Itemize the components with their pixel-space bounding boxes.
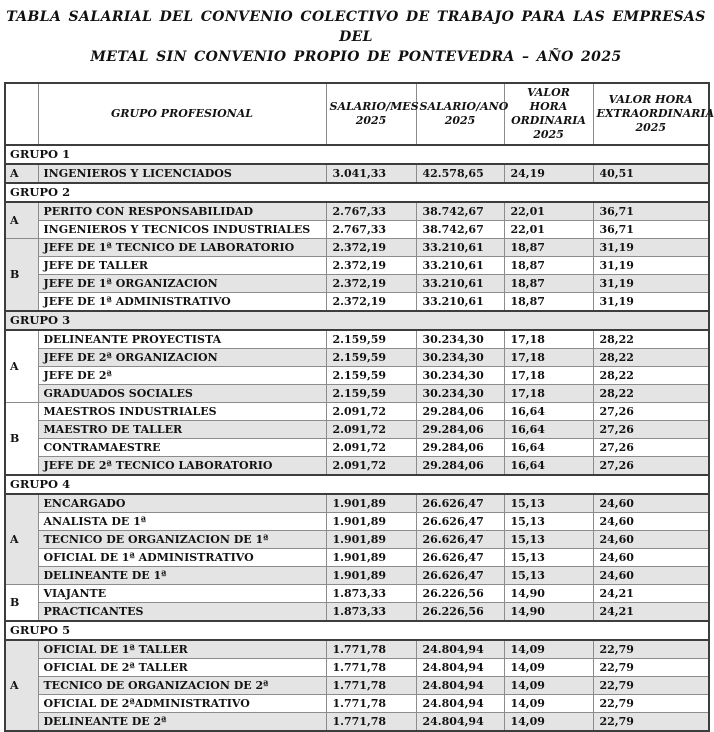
group-header-label: GRUPO 3 [5, 311, 709, 330]
group-header-label: GRUPO 2 [5, 183, 709, 202]
hour-ordinary-cell: 14,09 [504, 659, 593, 677]
group-header-row [5, 475, 709, 494]
group-letter-cell: A [5, 164, 38, 183]
header-cell-hour-extra: VALOR HORA EXTRAORDINARIA 2025 [593, 83, 709, 145]
hour-ordinary-cell: 14,90 [504, 603, 593, 622]
salary-year-cell: 29.284,06 [416, 421, 504, 439]
table-row [5, 164, 709, 183]
table-row [5, 421, 709, 439]
profession-cell: JEFE DE 1ª ADMINISTRATIVO [38, 293, 326, 312]
hour-ordinary-cell: 18,87 [504, 293, 593, 312]
table-row [5, 385, 709, 403]
salary-year-cell: 33.210,61 [416, 293, 504, 312]
salary-table-body [5, 145, 709, 731]
group-header-row [5, 621, 709, 640]
profession-cell: TECNICO DE ORGANIZACION DE 2ª [38, 677, 326, 695]
hour-ordinary-cell: 22,01 [504, 202, 593, 221]
salary-month-cell: 2.091,72 [326, 421, 416, 439]
table-row [5, 202, 709, 221]
hour-ordinary-cell: 15,13 [504, 567, 593, 585]
profession-cell: DELINEANTE DE 2ª [38, 713, 326, 732]
group-letter-cell: A [5, 330, 38, 403]
hour-ordinary-cell: 17,18 [504, 367, 593, 385]
header-cell-profession: GRUPO PROFESIONAL [38, 83, 326, 145]
group-letter-cell: B [5, 403, 38, 476]
group-header-row [5, 145, 709, 164]
profession-cell: JEFE DE 2ª ORGANIZACION [38, 349, 326, 367]
group-header-row [5, 183, 709, 202]
hour-extra-cell: 31,19 [593, 275, 709, 293]
hour-ordinary-cell: 14,09 [504, 695, 593, 713]
hour-extra-cell: 28,22 [593, 385, 709, 403]
hour-ordinary-cell: 16,64 [504, 457, 593, 476]
hour-extra-cell: 27,26 [593, 439, 709, 457]
table-row [5, 367, 709, 385]
group-header-label: GRUPO 5 [5, 621, 709, 640]
document-title-line-1: TABLA SALARIAL DEL CONVENIO COLECTIVO DE TRABAJO PARA LAS EMPRESAS DEL [6, 9, 706, 45]
salary-year-cell: 26.626,47 [416, 531, 504, 549]
salary-month-cell: 1.771,78 [326, 640, 416, 659]
salary-year-cell: 30.234,30 [416, 349, 504, 367]
group-header-label: GRUPO 1 [5, 145, 709, 164]
salary-year-cell: 29.284,06 [416, 403, 504, 421]
salary-month-cell: 1.771,78 [326, 677, 416, 695]
salary-month-cell: 1.901,89 [326, 549, 416, 567]
salary-year-cell: 30.234,30 [416, 367, 504, 385]
salary-month-cell: 2.372,19 [326, 257, 416, 275]
salary-year-cell: 38.742,67 [416, 221, 504, 239]
profession-cell: INGENIEROS Y TECNICOS INDUSTRIALES [38, 221, 326, 239]
salary-year-cell: 26.626,47 [416, 549, 504, 567]
salary-month-cell: 1.873,33 [326, 603, 416, 622]
salary-month-cell: 1.771,78 [326, 713, 416, 732]
salary-month-cell: 1.771,78 [326, 659, 416, 677]
salary-month-cell: 2.767,33 [326, 202, 416, 221]
salary-year-cell: 38.742,67 [416, 202, 504, 221]
profession-cell: PRACTICANTES [38, 603, 326, 622]
profession-cell: MAESTRO DE TALLER [38, 421, 326, 439]
salary-year-cell: 26.226,56 [416, 603, 504, 622]
salary-year-cell: 26.226,56 [416, 585, 504, 603]
table-row [5, 494, 709, 513]
hour-extra-cell: 28,22 [593, 367, 709, 385]
salary-table [4, 82, 714, 732]
document-title [0, 7, 712, 67]
salary-month-cell: 2.159,59 [326, 349, 416, 367]
group-header-label: GRUPO 4 [5, 475, 709, 494]
salary-month-cell: 1.901,89 [326, 531, 416, 549]
group-letter-cell: B [5, 585, 38, 622]
hour-ordinary-cell: 17,18 [504, 349, 593, 367]
profession-cell: TECNICO DE ORGANIZACION DE 1ª [38, 531, 326, 549]
hour-extra-cell: 40,51 [593, 164, 709, 183]
table-row [5, 677, 709, 695]
salary-month-cell: 1.901,89 [326, 513, 416, 531]
salary-year-cell: 24.804,94 [416, 695, 504, 713]
hour-ordinary-cell: 18,87 [504, 239, 593, 257]
table-row [5, 659, 709, 677]
salary-month-cell: 2.159,59 [326, 385, 416, 403]
header-row [5, 83, 709, 145]
hour-ordinary-cell: 18,87 [504, 275, 593, 293]
salary-year-cell: 26.626,47 [416, 567, 504, 585]
profession-cell: JEFE DE 1ª ORGANIZACION [38, 275, 326, 293]
hour-extra-cell: 28,22 [593, 330, 709, 349]
group-letter-cell: A [5, 202, 38, 239]
salary-year-cell: 24.804,94 [416, 659, 504, 677]
salary-year-cell: 30.234,30 [416, 330, 504, 349]
hour-extra-cell: 24,21 [593, 603, 709, 622]
hour-extra-cell: 22,79 [593, 677, 709, 695]
salary-month-cell: 2.372,19 [326, 293, 416, 312]
salary-year-cell: 29.284,06 [416, 457, 504, 476]
hour-extra-cell: 24,21 [593, 585, 709, 603]
salary-year-cell: 42.578,65 [416, 164, 504, 183]
profession-cell: JEFE DE 2ª TECNICO LABORATORIO [38, 457, 326, 476]
document-title-line-2: METAL SIN CONVENIO PROPIO DE PONTEVEDRA – AÑO 2025 [90, 49, 622, 65]
hour-ordinary-cell: 15,13 [504, 549, 593, 567]
salary-month-cell: 1.873,33 [326, 585, 416, 603]
table-row [5, 695, 709, 713]
profession-cell: GRADUADOS SOCIALES [38, 385, 326, 403]
salary-year-cell: 30.234,30 [416, 385, 504, 403]
salary-month-cell: 2.091,72 [326, 439, 416, 457]
salary-year-cell: 33.210,61 [416, 257, 504, 275]
hour-ordinary-cell: 14,90 [504, 585, 593, 603]
salary-month-cell: 2.159,59 [326, 367, 416, 385]
table-row [5, 439, 709, 457]
header-cell-salary-month: SALARIO/MES 2025 [326, 83, 416, 145]
salary-year-cell: 24.804,94 [416, 713, 504, 732]
salary-year-cell: 26.626,47 [416, 513, 504, 531]
hour-extra-cell: 24,60 [593, 567, 709, 585]
salary-year-cell: 33.210,61 [416, 275, 504, 293]
hour-ordinary-cell: 24,19 [504, 164, 593, 183]
table-row [5, 221, 709, 239]
salary-month-cell: 1.771,78 [326, 695, 416, 713]
profession-cell: ENCARGADO [38, 494, 326, 513]
table-row [5, 603, 709, 622]
table-row [5, 403, 709, 421]
hour-ordinary-cell: 15,13 [504, 531, 593, 549]
salary-year-cell: 26.626,47 [416, 494, 504, 513]
profession-cell: VIAJANTE [38, 585, 326, 603]
table-row [5, 349, 709, 367]
table-row [5, 531, 709, 549]
salary-month-cell: 2.159,59 [326, 330, 416, 349]
profession-cell: OFICIAL DE 2ªADMINISTRATIVO [38, 695, 326, 713]
hour-extra-cell: 31,19 [593, 257, 709, 275]
salary-month-cell: 2.372,19 [326, 239, 416, 257]
hour-ordinary-cell: 17,18 [504, 330, 593, 349]
profession-cell: INGENIEROS Y LICENCIADOS [38, 164, 326, 183]
hour-ordinary-cell: 22,01 [504, 221, 593, 239]
profession-cell: DELINEANTE DE 1ª [38, 567, 326, 585]
header-cell-letter [5, 83, 38, 145]
hour-extra-cell: 22,79 [593, 695, 709, 713]
hour-ordinary-cell: 17,18 [504, 385, 593, 403]
salary-table-header [5, 83, 714, 145]
hour-ordinary-cell: 14,09 [504, 640, 593, 659]
hour-extra-cell: 27,26 [593, 457, 709, 476]
hour-extra-cell: 36,71 [593, 202, 709, 221]
table-row [5, 293, 709, 312]
hour-extra-cell: 24,60 [593, 549, 709, 567]
hour-extra-cell: 24,60 [593, 494, 709, 513]
table-row [5, 275, 709, 293]
salary-year-cell: 33.210,61 [416, 239, 504, 257]
table-row [5, 239, 709, 257]
group-header-row [5, 311, 709, 330]
hour-ordinary-cell: 18,87 [504, 257, 593, 275]
hour-extra-cell: 27,26 [593, 421, 709, 439]
header-cell-hour-ordinary: VALOR HORA ORDINARIA 2025 [504, 83, 593, 145]
hour-extra-cell: 24,60 [593, 513, 709, 531]
profession-cell: JEFE DE 1ª TECNICO DE LABORATORIO [38, 239, 326, 257]
profession-cell: CONTRAMAESTRE [38, 439, 326, 457]
hour-extra-cell: 22,79 [593, 659, 709, 677]
group-letter-cell: A [5, 494, 38, 585]
table-row [5, 640, 709, 659]
salary-month-cell: 1.901,89 [326, 567, 416, 585]
hour-ordinary-cell: 14,09 [504, 713, 593, 732]
header-cell-salary-year: SALARIO/ANO 2025 [416, 83, 504, 145]
group-letter-cell: A [5, 640, 38, 731]
table-row [5, 330, 709, 349]
table-row [5, 713, 709, 732]
table-row [5, 257, 709, 275]
profession-cell: JEFE DE 2ª [38, 367, 326, 385]
hour-ordinary-cell: 16,64 [504, 421, 593, 439]
salary-month-cell: 1.901,89 [326, 494, 416, 513]
group-letter-cell: B [5, 239, 38, 312]
profession-cell: ANALISTA DE 1ª [38, 513, 326, 531]
table-row [5, 513, 709, 531]
hour-extra-cell: 22,79 [593, 713, 709, 732]
hour-extra-cell: 36,71 [593, 221, 709, 239]
profession-cell: OFICIAL DE 1ª TALLER [38, 640, 326, 659]
table-row [5, 567, 709, 585]
salary-month-cell: 2.091,72 [326, 403, 416, 421]
hour-ordinary-cell: 16,64 [504, 439, 593, 457]
table-row [5, 549, 709, 567]
hour-ordinary-cell: 15,13 [504, 494, 593, 513]
salary-month-cell: 2.091,72 [326, 457, 416, 476]
profession-cell: OFICIAL DE 1ª ADMINISTRATIVO [38, 549, 326, 567]
hour-extra-cell: 31,19 [593, 239, 709, 257]
profession-cell: JEFE DE TALLER [38, 257, 326, 275]
salary-year-cell: 29.284,06 [416, 439, 504, 457]
hour-extra-cell: 28,22 [593, 349, 709, 367]
salary-year-cell: 24.804,94 [416, 677, 504, 695]
salary-month-cell: 2.767,33 [326, 221, 416, 239]
hour-extra-cell: 27,26 [593, 403, 709, 421]
hour-ordinary-cell: 16,64 [504, 403, 593, 421]
table-row [5, 457, 709, 476]
salary-month-cell: 3.041,33 [326, 164, 416, 183]
hour-extra-cell: 31,19 [593, 293, 709, 312]
salary-year-cell: 24.804,94 [416, 640, 504, 659]
hour-extra-cell: 22,79 [593, 640, 709, 659]
hour-ordinary-cell: 15,13 [504, 513, 593, 531]
hour-extra-cell: 24,60 [593, 531, 709, 549]
hour-ordinary-cell: 14,09 [504, 677, 593, 695]
profession-cell: DELINEANTE PROYECTISTA [38, 330, 326, 349]
profession-cell: OFICIAL DE 2ª TALLER [38, 659, 326, 677]
profession-cell: PERITO CON RESPONSABILIDAD [38, 202, 326, 221]
salary-month-cell: 2.372,19 [326, 275, 416, 293]
table-row [5, 585, 709, 603]
profession-cell: MAESTROS INDUSTRIALES [38, 403, 326, 421]
